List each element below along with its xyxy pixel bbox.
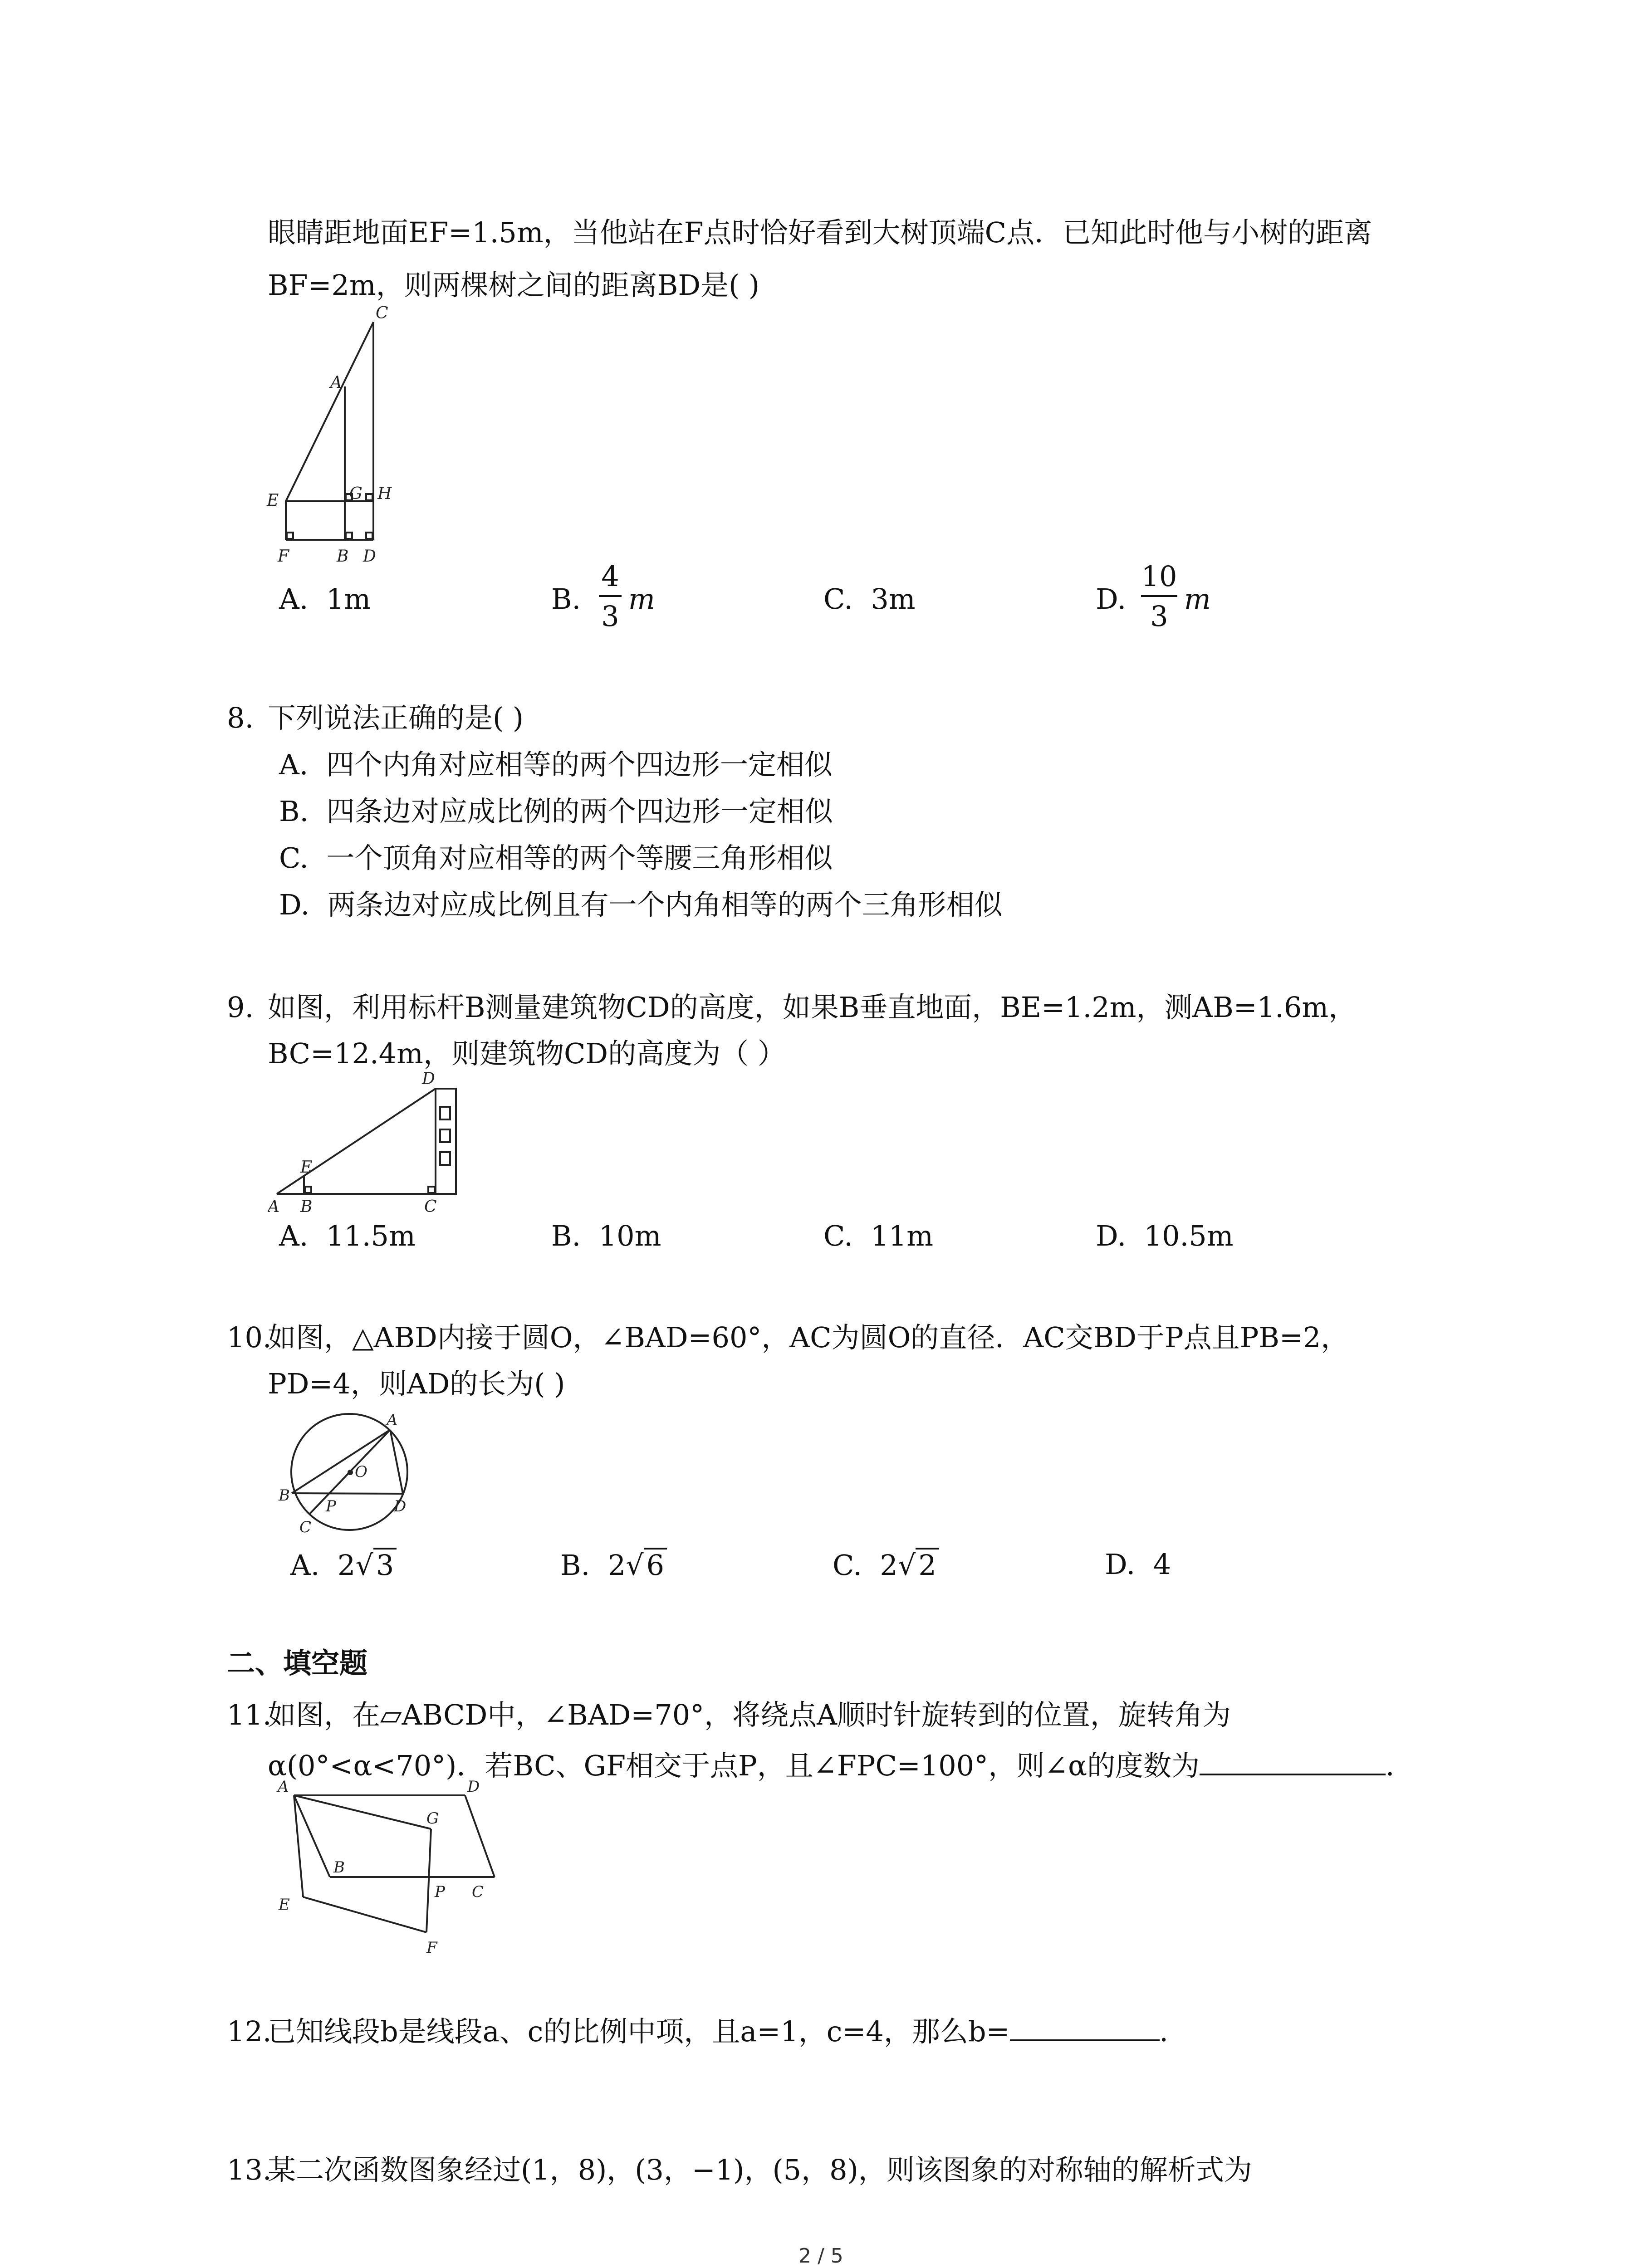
q10-label-a: A bbox=[387, 1411, 398, 1429]
q9-option-a-prefix: A. bbox=[279, 1219, 309, 1252]
q7-option-c-prefix: C. bbox=[823, 582, 853, 616]
q11-label-c: C bbox=[472, 1883, 484, 1901]
q13-number: 13. bbox=[227, 2153, 272, 2186]
q12-text: 已知线段b是线段a、c的比例中项，且a=1，c=4，那么b= bbox=[268, 2015, 1010, 2048]
q8-option-a[interactable] bbox=[279, 748, 833, 781]
q9-label-d: D bbox=[422, 1070, 435, 1088]
q8-option-d-prefix: D. bbox=[279, 888, 310, 921]
q7-option-b-denominator: 3 bbox=[601, 600, 619, 633]
q7-option-d-fraction bbox=[1141, 562, 1177, 631]
q7-label-e: E bbox=[267, 491, 279, 510]
q10-option-b-coef: 2 bbox=[607, 1549, 626, 1582]
q10-option-a-coef: 2 bbox=[337, 1549, 356, 1582]
q13-text: 某二次函数图象经过(1，8)，(3，−1)，(5，8)，则该图象的对称轴的解析式为 bbox=[268, 2153, 1252, 2186]
q9-option-b-text: 10m bbox=[598, 1219, 661, 1252]
q9-option-b-prefix: B. bbox=[551, 1219, 581, 1252]
q11-line-2-end: ． bbox=[1386, 1749, 1414, 1782]
q9-option-c[interactable] bbox=[823, 1219, 934, 1252]
q11-answer-blank[interactable] bbox=[1200, 1773, 1386, 1775]
q10-label-o: O bbox=[355, 1463, 367, 1481]
q12-end: ． bbox=[1159, 2015, 1188, 2048]
q11-label-a: A bbox=[278, 1778, 289, 1796]
q7-option-a[interactable] bbox=[279, 582, 371, 616]
q8-option-b[interactable] bbox=[279, 797, 833, 826]
q10-option-d[interactable] bbox=[1105, 1550, 1171, 1579]
q7-line-2: BF=2m，则两棵树之间的距离BD是( ) bbox=[268, 269, 760, 302]
q11-label-g: G bbox=[426, 1809, 439, 1828]
q7-label-g: G bbox=[349, 484, 362, 503]
q8-option-b-prefix: B. bbox=[279, 795, 309, 828]
q10-label-p: P bbox=[326, 1497, 336, 1515]
q10-line-2: PD=4，则AD的长为( ) bbox=[268, 1367, 565, 1400]
page-number: 2 / 5 bbox=[798, 2244, 843, 2268]
q9-option-d-text: 10.5m bbox=[1144, 1219, 1234, 1252]
q12-number: 12. bbox=[227, 2015, 272, 2048]
q8-option-d-text: 两条边对应成比例且有一个内角相等的两个三角形相似 bbox=[327, 888, 1003, 921]
q8-option-c[interactable] bbox=[279, 841, 833, 875]
q10-label-c: C bbox=[299, 1518, 312, 1536]
q9-option-c-text: 11m bbox=[871, 1219, 934, 1252]
q11-line-2 bbox=[268, 1749, 1414, 1782]
q7-option-d-unit: m bbox=[1184, 582, 1211, 616]
q10-figure bbox=[272, 1397, 422, 1542]
q7-label-b: B bbox=[337, 547, 349, 566]
q9-option-d-prefix: D. bbox=[1096, 1219, 1127, 1252]
q7-option-a-prefix: A. bbox=[279, 582, 309, 616]
q7-option-c[interactable] bbox=[823, 582, 916, 616]
q9-label-e: E bbox=[300, 1158, 313, 1177]
q9-figure bbox=[268, 1070, 467, 1225]
q10-option-c[interactable] bbox=[833, 1548, 939, 1582]
q7-option-a-text: 1m bbox=[326, 582, 371, 616]
q10-option-a[interactable] bbox=[290, 1548, 397, 1582]
q7-option-b-unit: m bbox=[628, 582, 655, 616]
q7-label-d: D bbox=[363, 547, 376, 566]
q7-label-f: F bbox=[278, 547, 289, 566]
q10-label-b: B bbox=[279, 1486, 290, 1505]
q8-number: 8. bbox=[227, 701, 254, 734]
q9-option-b[interactable] bbox=[551, 1219, 661, 1252]
q9-option-a-text: 11.5m bbox=[326, 1219, 416, 1252]
q9-line-1: 如图，利用标杆B测量建筑物CD的高度，如果B垂直地面，BE=1.2m，测AB=1.6m， bbox=[268, 991, 1357, 1024]
q10-line-1: 如图，△ABD内接于圆O，∠BAD=60°，AC为圆O的直径．AC交BD于P点且PB=2， bbox=[268, 1321, 1349, 1354]
q7-option-d-numerator: 10 bbox=[1141, 560, 1177, 593]
q12-line bbox=[268, 2015, 1188, 2048]
q8-option-a-prefix: A. bbox=[279, 748, 309, 781]
q11-line-1: 如图，在▱ABCD中，∠BAD=70°，将绕点A顺时针旋转到的位置，旋转角为 bbox=[268, 1698, 1231, 1731]
q9-label-a: A bbox=[268, 1198, 279, 1216]
q11-figure bbox=[272, 1778, 508, 1969]
q10-option-c-prefix: C. bbox=[833, 1549, 862, 1582]
q8-stem: 下列说法正确的是( ) bbox=[268, 701, 524, 734]
q10-label-d: D bbox=[394, 1497, 407, 1515]
q7-label-h: H bbox=[377, 484, 392, 503]
q10-option-a-radicand: 3 bbox=[373, 1548, 397, 1579]
q10-number: 10. bbox=[227, 1321, 272, 1354]
q7-option-d-denominator: 3 bbox=[1150, 600, 1168, 633]
q8-option-a-text: 四个内角对应相等的两个四边形一定相似 bbox=[326, 748, 833, 781]
q11-label-d: D bbox=[467, 1778, 480, 1796]
q7-option-b-fraction bbox=[599, 562, 622, 631]
q10-option-b-radicand: 6 bbox=[644, 1548, 667, 1579]
q9-number: 9. bbox=[227, 991, 254, 1024]
q11-number: 11. bbox=[227, 1698, 272, 1731]
q7-option-c-text: 3m bbox=[871, 582, 916, 616]
q11-label-b: B bbox=[333, 1858, 345, 1877]
section-title-fill-in: 二、填空题 bbox=[227, 1647, 368, 1680]
q7-label-a: A bbox=[330, 373, 342, 392]
q11-label-f: F bbox=[426, 1939, 437, 1957]
q7-line-1: 眼睛距地面EF=1.5m，当他站在F点时恰好看到大树顶端C点．已知此时他与小树的距离 bbox=[268, 216, 1372, 249]
q11-label-e: E bbox=[279, 1896, 290, 1914]
q7-option-b-prefix[interactable]: B. bbox=[551, 582, 581, 616]
q9-option-a[interactable] bbox=[279, 1219, 416, 1252]
q10-option-b-prefix: B. bbox=[560, 1549, 590, 1582]
q9-option-d[interactable] bbox=[1096, 1219, 1234, 1252]
q9-label-c: C bbox=[424, 1198, 437, 1216]
q12-answer-blank[interactable] bbox=[1010, 2039, 1160, 2041]
q11-line-2-text: α(0°<α<70°)．若BC、GF相交于点P，且∠FPC=100°，则∠α的度数为 bbox=[268, 1749, 1200, 1782]
q11-label-p: P bbox=[435, 1883, 445, 1901]
q9-option-c-prefix: C. bbox=[823, 1219, 853, 1252]
q10-option-c-coef: 2 bbox=[880, 1549, 898, 1582]
sqrt-icon: √ bbox=[355, 1549, 373, 1582]
q7-label-c: C bbox=[376, 304, 388, 323]
q8-option-b-text: 四条边对应成比例的两个四边形一定相似 bbox=[326, 795, 833, 828]
q9-label-b: B bbox=[300, 1198, 313, 1216]
q7-option-d-prefix[interactable]: D. bbox=[1096, 582, 1127, 616]
q8-option-c-text: 一个顶角对应相等的两个等腰三角形相似 bbox=[326, 841, 833, 875]
sqrt-icon: √ bbox=[626, 1549, 644, 1582]
q10-option-b[interactable] bbox=[560, 1548, 667, 1582]
q9-line-2: BC=12.4m，则建筑物CD的高度为（ ） bbox=[268, 1037, 786, 1070]
q10-option-a-prefix: A. bbox=[290, 1549, 320, 1582]
q7-option-b-numerator: 4 bbox=[601, 560, 619, 593]
q10-option-d-prefix: D. bbox=[1105, 1548, 1136, 1581]
q7-figure bbox=[254, 299, 404, 567]
q10-option-c-radicand: 2 bbox=[916, 1548, 939, 1579]
q8-option-d[interactable] bbox=[279, 888, 1003, 921]
q8-option-c-prefix: C. bbox=[279, 841, 309, 875]
sqrt-icon: √ bbox=[897, 1549, 916, 1582]
q10-option-d-text: 4 bbox=[1153, 1548, 1171, 1581]
